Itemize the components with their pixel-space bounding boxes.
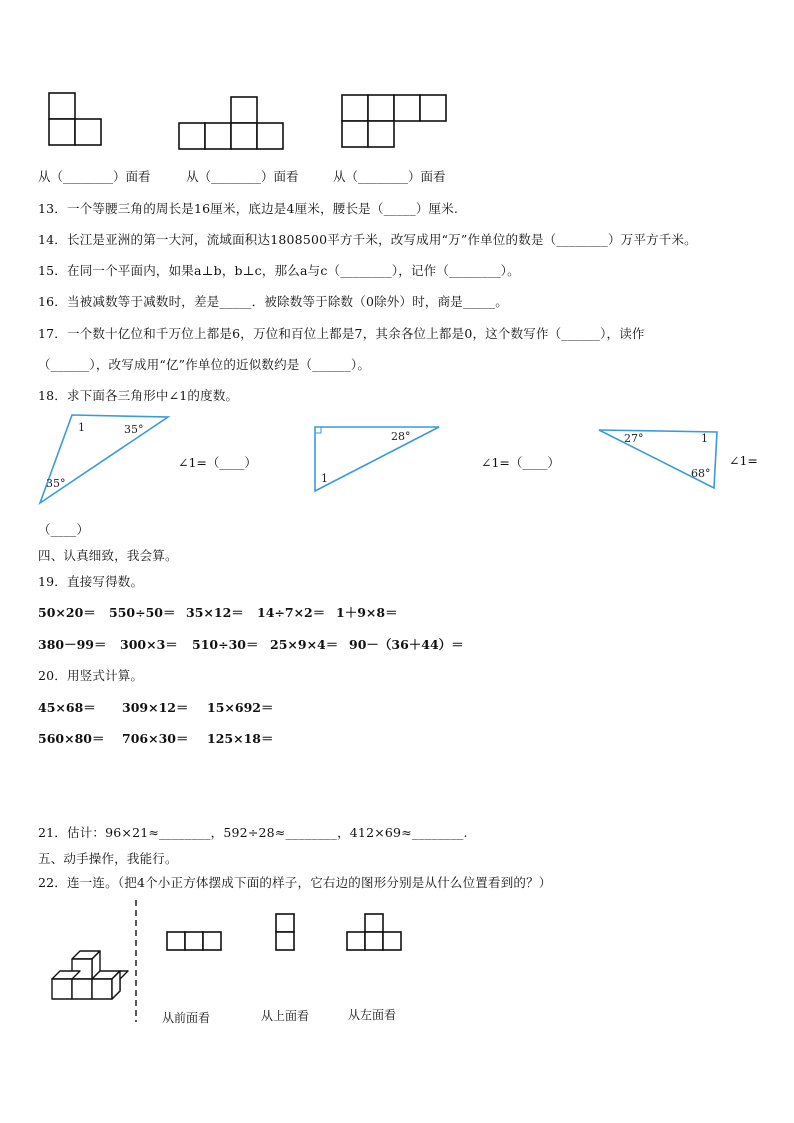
triangle-3-angle-right: 1 [701, 432, 708, 445]
view-caption-3: 从（________）面看 [333, 169, 446, 184]
question-18-title: 18．求下面各三角形中∠1的度数。 [38, 388, 239, 403]
q19-item: 14÷7×2＝ [257, 605, 326, 620]
triangle-3-answer-tail: （____） [38, 522, 90, 537]
triangle-3-angle-bottom: 68° [691, 467, 711, 480]
question-16: 16．当被减数等于减数时，差是_____．被除数等于除数（0除外）时，商是_____。 [38, 294, 508, 309]
q19-item: 1＋9×8＝ [336, 605, 398, 620]
question-21: 21．估计：96×21≈________，592÷28≈________，412×69≈________. [38, 825, 468, 840]
section-5-heading: 五、动手操作，我能行。 [38, 851, 178, 866]
triangle-2-angle-bottom: 1 [321, 472, 328, 485]
view-figure-1 [48, 92, 108, 152]
question-20-title: 20．用竖式计算。 [38, 668, 144, 683]
dashed-divider [134, 900, 138, 1025]
triangle-3-angle-left: 27° [624, 432, 644, 445]
triangle-2 [313, 425, 443, 495]
q19-item: 380－99＝ [38, 637, 107, 652]
triangle-1-angle-top: 1 [78, 421, 85, 434]
q19-item: 25×9×4＝ [270, 637, 339, 652]
triangle-2-angle-right: 28° [391, 430, 411, 443]
q19-item: 510÷30＝ [192, 637, 259, 652]
triangle-1-answer: ∠1=（____） [178, 455, 257, 470]
q19-item: 300×3＝ [120, 637, 178, 652]
triangle-1-angle-bottom: 35° [46, 477, 66, 490]
q19-item: 50×20＝ [38, 605, 96, 620]
triangle-3 [597, 428, 722, 493]
question-19-title: 19．直接写得数。 [38, 574, 144, 589]
q20-item: 125×18＝ [207, 731, 274, 746]
section-4-heading: 四、认真细致，我会算。 [38, 548, 178, 563]
view-figure-3 [341, 94, 451, 154]
label-top-view: 从上面看 [261, 1009, 310, 1023]
triangle-3-answer: ∠1= [729, 453, 758, 468]
question-13: 13．一个等腰三角的周长是16厘米，底边是4厘米，腰长是（_____）厘米. [38, 201, 459, 216]
q19-item: 550÷50＝ [109, 605, 176, 620]
question-17-line1: 17．一个数十亿位和千万位上都是6，万位和百位上都是7，其余各位上都是0，这个数写作（______），读作 [38, 326, 645, 341]
q20-item: 15×692＝ [207, 700, 274, 715]
q20-item: 309×12＝ [122, 700, 189, 715]
triangle-2-answer: ∠1=（____） [481, 455, 560, 470]
label-left-view: 从左面看 [348, 1008, 397, 1022]
view-caption-1: 从（________）面看 [38, 169, 151, 184]
label-front-view: 从前面看 [162, 1011, 211, 1025]
question-17-line2: （______），改写成用“亿”作单位的近似数约是（______）。 [38, 357, 371, 372]
q19-item: 35×12＝ [186, 605, 244, 620]
view-shape-row-of-three [166, 931, 226, 953]
question-14: 14．长江是亚洲的第一大河，流域面积达1808500平方千米，改写成用“万”作单位的数是（________）万平方千米。 [38, 232, 697, 247]
view-caption-2: 从（________）面看 [186, 169, 299, 184]
view-shape-column-of-two [275, 913, 297, 955]
triangle-1 [38, 413, 178, 508]
cube-stack-figure [44, 946, 134, 1016]
q20-item: 560×80＝ [38, 731, 105, 746]
triangle-1-angle-right: 35° [124, 423, 144, 436]
q19-item: 90－（36＋44）＝ [349, 637, 464, 652]
view-figure-2 [178, 96, 288, 156]
question-15: 15．在同一个平面内，如果a⊥b，b⊥c，那么a与c（________），记作（________）。 [38, 263, 520, 278]
view-shape-t-shape [346, 913, 406, 955]
q20-item: 706×30＝ [122, 731, 189, 746]
question-22-title: 22．连一连。（把4个小正方体摆成下面的样子，它右边的图形分别是从什么位置看到的？） [38, 875, 552, 890]
q20-item: 45×68＝ [38, 700, 96, 715]
